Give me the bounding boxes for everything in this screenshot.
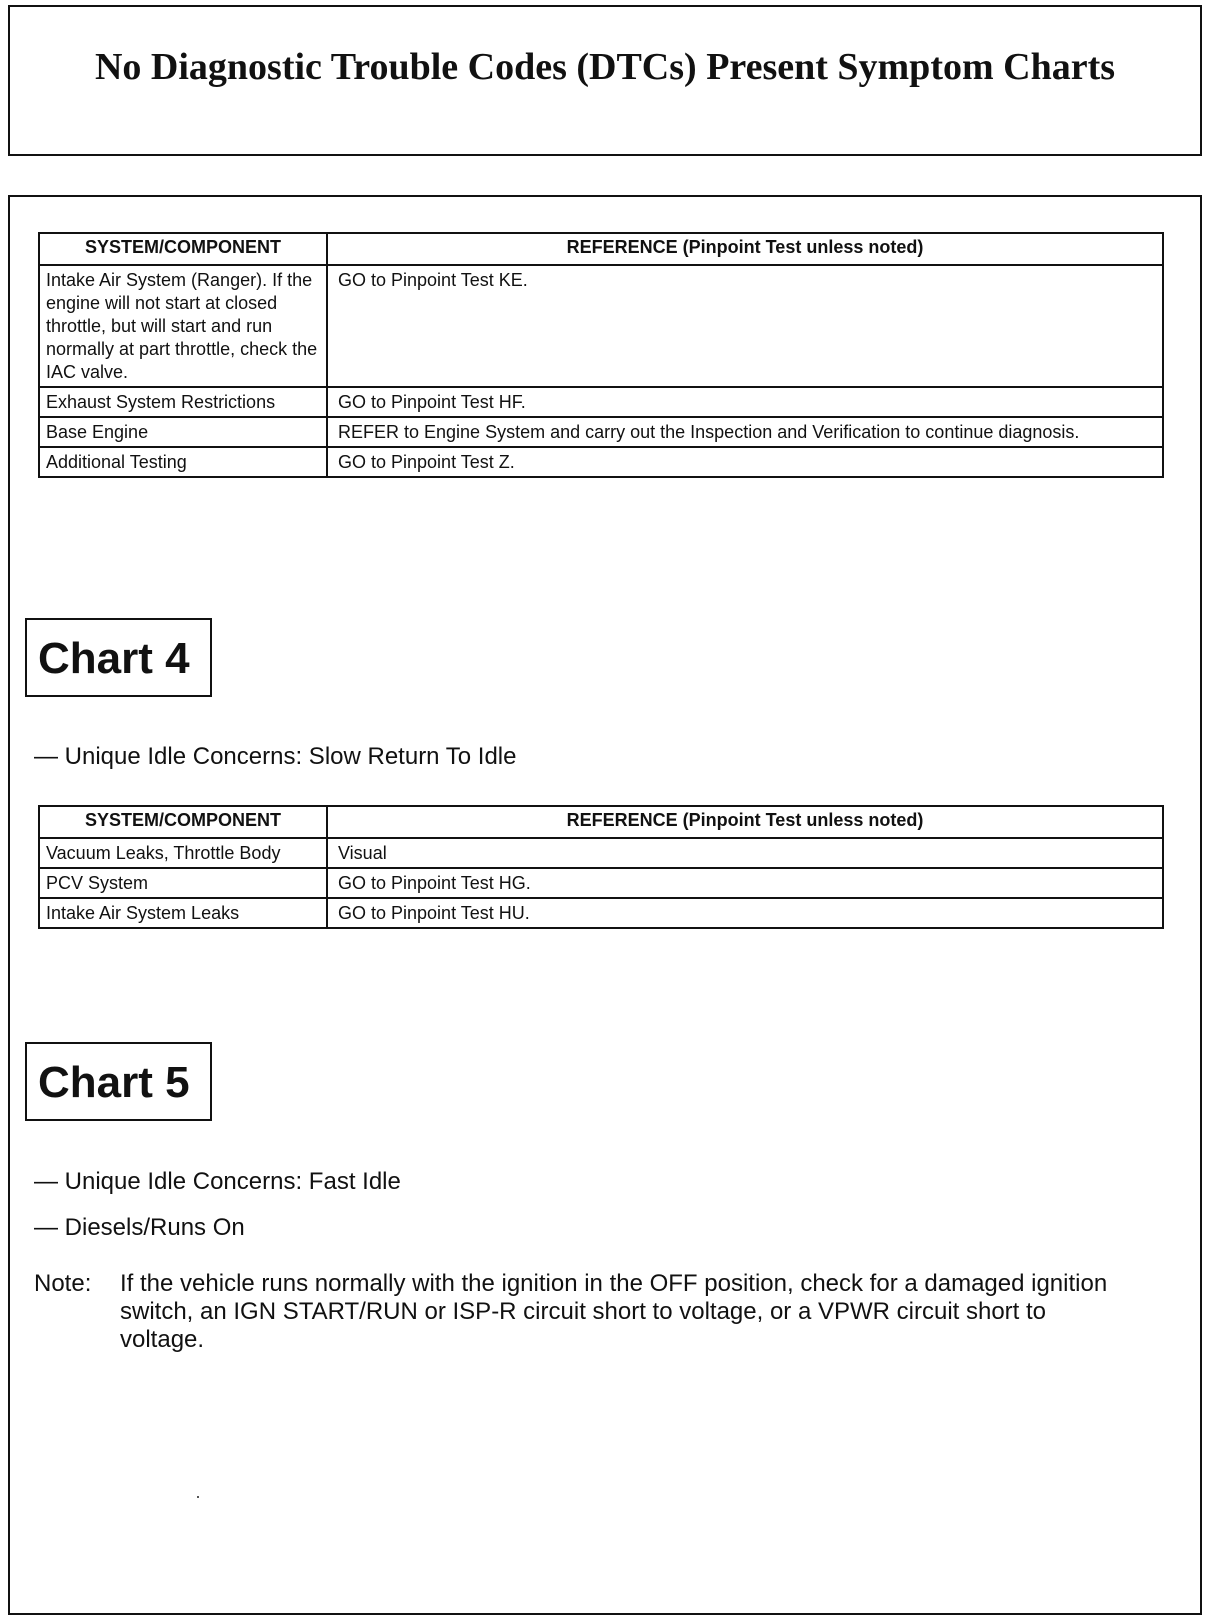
chart-4-heading	[25, 618, 212, 697]
table-row	[39, 265, 1163, 387]
chart-4-title: Chart 4	[38, 634, 190, 683]
column-header-system-component: SYSTEM/COMPONENT	[39, 806, 327, 838]
page-title: No Diagnostic Trouble Codes (DTCs) Present Symptom Charts	[94, 46, 1116, 88]
component-cell: Intake Air System Leaks	[39, 898, 327, 928]
table-row	[39, 387, 1163, 417]
component-cell: Vacuum Leaks, Throttle Body	[39, 838, 327, 868]
title-box	[8, 5, 1202, 156]
table-row	[39, 417, 1163, 447]
note-label: Note:	[34, 1270, 92, 1297]
table-header-row	[39, 233, 1163, 265]
scan-speck	[197, 1496, 199, 1498]
chart-4-concern: — Unique Idle Concerns: Slow Return To Idle	[34, 743, 517, 770]
component-cell: Intake Air System (Ranger). If the engine will not start at closed throttle, but will start and run normally at part throttle, check the IAC valve.	[39, 265, 327, 387]
table-row	[39, 898, 1163, 928]
component-cell: Exhaust System Restrictions	[39, 387, 327, 417]
reference-cell: Visual	[327, 838, 1163, 868]
reference-cell: GO to Pinpoint Test HU.	[327, 898, 1163, 928]
chart-5-concern: — Unique Idle Concerns: Fast Idle	[34, 1168, 401, 1195]
reference-cell: GO to Pinpoint Test Z.	[327, 447, 1163, 477]
reference-cell: REFER to Engine System and carry out the Inspection and Verification to continue diagnosis.	[327, 417, 1163, 447]
note-text: If the vehicle runs normally with the ignition in the OFF position, check for a damaged ignition switch, an IGN START/RUN or ISP-R circuit short to voltage, or a VPWR circuit short to voltage.	[120, 1270, 1108, 1353]
table-row	[39, 447, 1163, 477]
component-cell: Additional Testing	[39, 447, 327, 477]
component-cell: PCV System	[39, 868, 327, 898]
reference-table-2	[38, 805, 1164, 929]
table-row	[39, 838, 1163, 868]
chart-5-concern: — Diesels/Runs On	[34, 1214, 245, 1241]
column-header-reference: REFERENCE (Pinpoint Test unless noted)	[327, 806, 1163, 838]
table-row	[39, 868, 1163, 898]
reference-cell: GO to Pinpoint Test HG.	[327, 868, 1163, 898]
column-header-system-component: SYSTEM/COMPONENT	[39, 233, 327, 265]
reference-table-1	[38, 232, 1164, 478]
column-header-reference: REFERENCE (Pinpoint Test unless noted)	[327, 233, 1163, 265]
reference-cell: GO to Pinpoint Test KE.	[327, 265, 1163, 387]
reference-cell: GO to Pinpoint Test HF.	[327, 387, 1163, 417]
table-header-row	[39, 806, 1163, 838]
chart-5-title: Chart 5	[38, 1058, 190, 1107]
component-cell: Base Engine	[39, 417, 327, 447]
chart-5-heading	[25, 1042, 212, 1121]
